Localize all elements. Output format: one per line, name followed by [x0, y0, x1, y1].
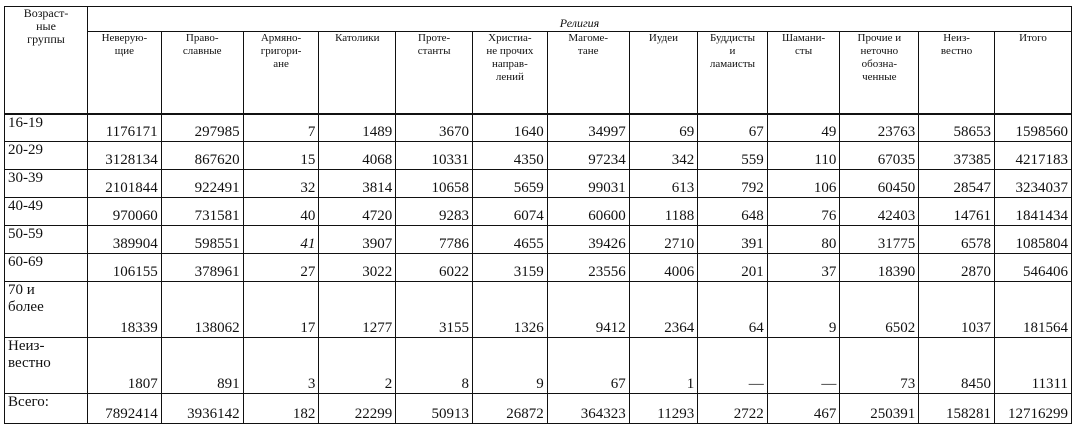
value-cell: 12716299: [994, 394, 1071, 424]
value-cell: 4068: [319, 142, 396, 170]
value-cell: 364323: [547, 394, 629, 424]
value-cell: 598551: [161, 226, 243, 254]
value-cell: 106155: [88, 254, 162, 282]
value-cell: 3: [243, 338, 319, 394]
religion-age-table: [4, 6, 1072, 424]
value-cell: 4006: [629, 254, 697, 282]
value-cell: 546406: [994, 254, 1071, 282]
value-cell: 6074: [473, 198, 548, 226]
value-cell: 1176171: [88, 114, 162, 142]
value-cell: 64: [698, 282, 768, 338]
value-cell: 76: [767, 198, 840, 226]
value-cell: 970060: [88, 198, 162, 226]
column-header: Магоме- тане: [547, 32, 629, 114]
age-group-cell: 30-39: [5, 170, 88, 198]
value-cell: 559: [698, 142, 768, 170]
value-cell: 32: [243, 170, 319, 198]
table-row: [5, 198, 1072, 226]
table-row: [5, 114, 1072, 142]
value-cell: 2710: [629, 226, 697, 254]
value-cell: 9283: [396, 198, 473, 226]
value-cell: 378961: [161, 254, 243, 282]
table-row: [5, 254, 1072, 282]
column-header: Католики: [319, 32, 396, 114]
value-cell: 467: [767, 394, 840, 424]
value-cell: 1085804: [994, 226, 1071, 254]
value-cell: 201: [698, 254, 768, 282]
value-cell: 37: [767, 254, 840, 282]
column-header: Христиа- не прочих направ- лений: [473, 32, 548, 114]
value-cell: 3670: [396, 114, 473, 142]
value-cell: 10331: [396, 142, 473, 170]
value-cell: 4655: [473, 226, 548, 254]
age-group-cell: 16-19: [5, 114, 88, 142]
age-group-cell: Неиз- вестно: [5, 338, 88, 394]
value-cell: 1598560: [994, 114, 1071, 142]
age-group-cell: 50-59: [5, 226, 88, 254]
value-cell: 5659: [473, 170, 548, 198]
value-cell: 99031: [547, 170, 629, 198]
value-cell: 3022: [319, 254, 396, 282]
value-cell: 3128134: [88, 142, 162, 170]
value-cell: 6578: [919, 226, 995, 254]
value-cell: 50913: [396, 394, 473, 424]
value-cell: 297985: [161, 114, 243, 142]
column-header: Неверую- щие: [88, 32, 162, 114]
value-cell: 792: [698, 170, 768, 198]
value-cell: 1277: [319, 282, 396, 338]
value-cell: 158281: [919, 394, 995, 424]
value-cell: 3814: [319, 170, 396, 198]
column-header: Неиз- вестно: [919, 32, 995, 114]
value-cell: 181564: [994, 282, 1071, 338]
value-cell: 7: [243, 114, 319, 142]
value-cell: 39426: [547, 226, 629, 254]
value-cell: —: [767, 338, 840, 394]
value-cell: 3234037: [994, 170, 1071, 198]
value-cell: 23556: [547, 254, 629, 282]
value-cell: 342: [629, 142, 697, 170]
value-cell: 613: [629, 170, 697, 198]
value-cell: 1640: [473, 114, 548, 142]
value-cell: 731581: [161, 198, 243, 226]
value-cell: 2722: [698, 394, 768, 424]
value-cell: 250391: [840, 394, 919, 424]
value-cell: 138062: [161, 282, 243, 338]
column-header: Армяно- григори- ане: [243, 32, 319, 114]
value-cell: 6502: [840, 282, 919, 338]
value-cell: 18339: [88, 282, 162, 338]
table-row: [5, 394, 1072, 424]
value-cell: 69: [629, 114, 697, 142]
value-cell: 9: [767, 282, 840, 338]
value-cell: 3155: [396, 282, 473, 338]
value-cell: 27: [243, 254, 319, 282]
value-cell: 2: [319, 338, 396, 394]
value-cell: 3907: [319, 226, 396, 254]
value-cell: 60600: [547, 198, 629, 226]
value-cell: 49: [767, 114, 840, 142]
value-cell: 15: [243, 142, 319, 170]
value-cell: 110: [767, 142, 840, 170]
table-row: [5, 338, 1072, 394]
value-cell: 7786: [396, 226, 473, 254]
value-cell: 10658: [396, 170, 473, 198]
column-header: Итого: [994, 32, 1071, 114]
table-row: [5, 170, 1072, 198]
value-cell: 9: [473, 338, 548, 394]
value-cell: 31775: [840, 226, 919, 254]
value-cell: 80: [767, 226, 840, 254]
age-group-cell: 40-49: [5, 198, 88, 226]
value-cell: 182: [243, 394, 319, 424]
value-cell: 4217183: [994, 142, 1071, 170]
value-cell: 67: [547, 338, 629, 394]
value-cell: 28547: [919, 170, 995, 198]
value-cell: 11293: [629, 394, 697, 424]
value-cell: 97234: [547, 142, 629, 170]
value-cell: 26872: [473, 394, 548, 424]
value-cell: 34997: [547, 114, 629, 142]
value-cell: 1188: [629, 198, 697, 226]
table-row: [5, 142, 1072, 170]
value-cell: 3159: [473, 254, 548, 282]
value-cell: 37385: [919, 142, 995, 170]
value-cell: 73: [840, 338, 919, 394]
value-cell: 1807: [88, 338, 162, 394]
value-cell: 4720: [319, 198, 396, 226]
value-cell: 648: [698, 198, 768, 226]
value-cell: 8450: [919, 338, 995, 394]
value-cell: 2870: [919, 254, 995, 282]
column-header: Прочие и неточно обозна- ченные: [840, 32, 919, 114]
value-cell: 1841434: [994, 198, 1071, 226]
value-cell: 9412: [547, 282, 629, 338]
value-cell: 1326: [473, 282, 548, 338]
table-row: [5, 226, 1072, 254]
value-cell: 891: [161, 338, 243, 394]
value-cell: 22299: [319, 394, 396, 424]
column-header: Право- славные: [161, 32, 243, 114]
column-header: Шамани- сты: [767, 32, 840, 114]
value-cell: 2364: [629, 282, 697, 338]
age-group-cell: 60-69: [5, 254, 88, 282]
value-cell: 18390: [840, 254, 919, 282]
value-cell: 58653: [919, 114, 995, 142]
value-cell: 6022: [396, 254, 473, 282]
age-group-cell: 70 и более: [5, 282, 88, 338]
value-cell: 23763: [840, 114, 919, 142]
value-cell: 60450: [840, 170, 919, 198]
value-cell: 922491: [161, 170, 243, 198]
value-cell: 1: [629, 338, 697, 394]
value-cell: 67: [698, 114, 768, 142]
value-cell: 8: [396, 338, 473, 394]
value-cell: 11311: [994, 338, 1071, 394]
age-group-cell: Всего:: [5, 394, 88, 424]
value-cell: 41: [243, 226, 319, 254]
value-cell: 4350: [473, 142, 548, 170]
value-cell: 40: [243, 198, 319, 226]
value-cell: 867620: [161, 142, 243, 170]
value-cell: 7892414: [88, 394, 162, 424]
column-header: Проте- станты: [396, 32, 473, 114]
value-cell: 2101844: [88, 170, 162, 198]
value-cell: 1489: [319, 114, 396, 142]
value-cell: —: [698, 338, 768, 394]
value-cell: 3936142: [161, 394, 243, 424]
value-cell: 42403: [840, 198, 919, 226]
value-cell: 1037: [919, 282, 995, 338]
value-cell: 106: [767, 170, 840, 198]
column-header: Буддисты и ламаисты: [698, 32, 768, 114]
age-group-header: Возраст- ные группы: [5, 7, 88, 114]
table-row: [5, 282, 1072, 338]
value-cell: 17: [243, 282, 319, 338]
column-header: Иудеи: [629, 32, 697, 114]
value-cell: 67035: [840, 142, 919, 170]
value-cell: 389904: [88, 226, 162, 254]
age-group-cell: 20-29: [5, 142, 88, 170]
value-cell: 391: [698, 226, 768, 254]
value-cell: 14761: [919, 198, 995, 226]
religion-group-header: Религия: [88, 7, 1072, 32]
